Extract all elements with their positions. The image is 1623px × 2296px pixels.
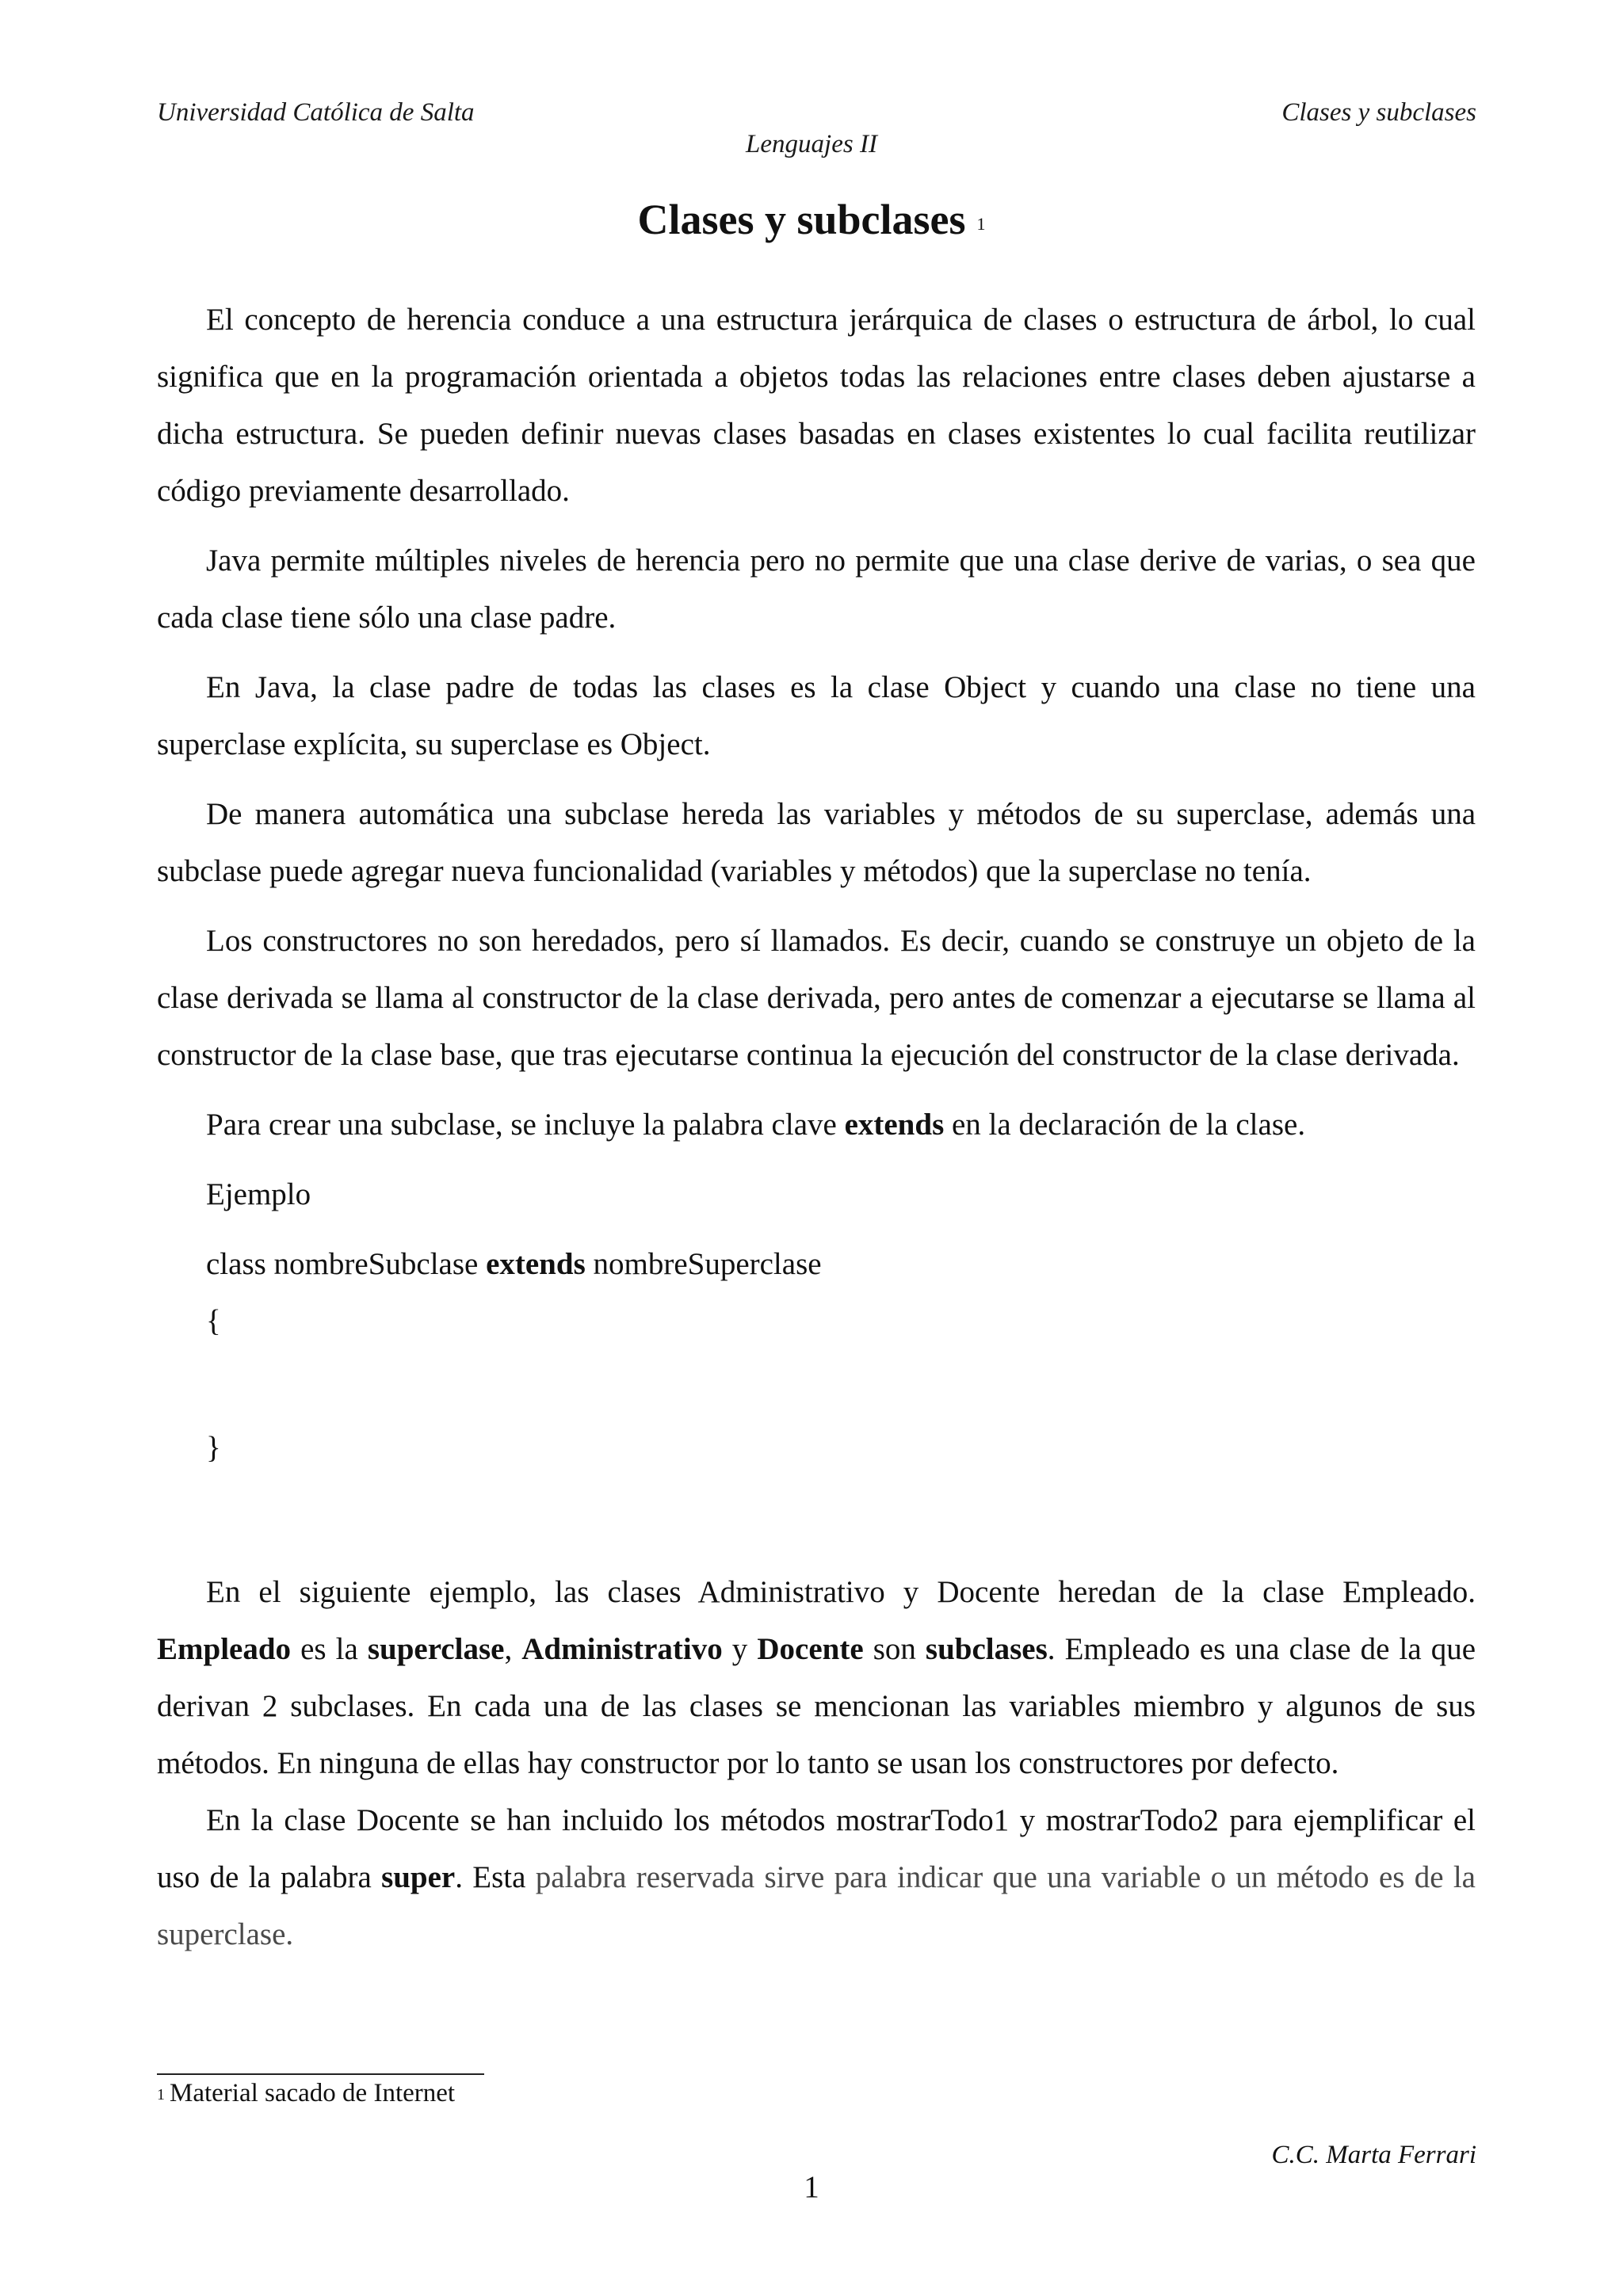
paragraph-ejemplo-empleado [157, 1564, 1476, 1792]
paragraph-extends [157, 1097, 1476, 1154]
text-run: es la [291, 1632, 368, 1666]
code-prefix: class nombreSubclase [206, 1247, 487, 1281]
document-body [157, 292, 1476, 1976]
code-suffix: nombreSuperclase [585, 1247, 822, 1281]
footnote [157, 2076, 455, 2111]
paragraph-constructores: Los constructores no son heredados, pero sí llamados. Es decir, cuando se construye un objeto de la clase derivada se llama al constructor de la clase derivada, pero antes de comenzar a ejecutarse se llama al constructor de la clase base, que tras ejecutarse continua la ejecución del constructor de la clase derivada. [157, 924, 1476, 1072]
page-number: 1 [804, 2170, 819, 2204]
text-run: En el siguiente ejemplo, las clases Administrativo y Docente heredan de la clase Empleado. [206, 1575, 1476, 1609]
bold-empleado: Empleado [157, 1632, 292, 1666]
paragraph-niveles-herencia: Java permite múltiples niveles de herencia pero no permite que una clase derive de varias, o sea que cada clase tiene sólo una clase padre. [157, 543, 1476, 635]
text-run: y [722, 1632, 758, 1666]
keyword-extends: extends [844, 1108, 945, 1142]
footnote-separator [157, 2073, 484, 2075]
header-course: Lenguajes II [746, 130, 877, 158]
title-footnote-mark: 1 [976, 214, 986, 234]
text-run: , [504, 1632, 522, 1666]
example-label: Ejemplo [206, 1177, 311, 1211]
bold-administrativo: Administrativo [521, 1632, 723, 1666]
header-institution: Universidad Católica de Salta [157, 98, 475, 127]
text-run: en la declaración de la clase. [944, 1108, 1306, 1142]
code-body-space [157, 1350, 1476, 1420]
footnote-text: Material sacado de Internet [170, 2079, 456, 2107]
footnote-mark: 1 [157, 2086, 165, 2103]
footer-author: C.C. Marta Ferrari [1271, 2141, 1476, 2169]
code-open-brace: { [206, 1304, 221, 1338]
page-title [0, 193, 1623, 246]
bold-superclase: superclase [367, 1632, 505, 1666]
code-close-brace: } [206, 1431, 221, 1465]
section-spacer [157, 1477, 1476, 1564]
title-text: Clases y subclases [637, 196, 966, 243]
paragraph-clase-object: En Java, la clase padre de todas las clases es la clase Object y cuando una clase no tiene una superclase explícita, su superclase es Object. [157, 670, 1476, 761]
paragraph-herencia: El concepto de herencia conduce a una estructura jerárquica de clases o estructura de árbol, lo cual significa que en la programación orientada a objetos todas las relaciones entre clases deben ajustarse a dicha estructura. Se pueden definir nuevas clases basadas en clases existentes lo cual facilita reutilizar código previamente desarrollado. [157, 303, 1476, 508]
header-topic: Clases y subclases [1281, 98, 1476, 127]
text-run: Para crear una subclase, se incluye la palabra clave [206, 1108, 845, 1142]
paragraph-subclase-hereda: De manera automática una subclase hereda las variables y métodos de su superclase, además una subclase puede agregar nueva funcionalidad (variables y métodos) que la superclase no tenía. [157, 797, 1476, 888]
text-run: . Esta [455, 1860, 536, 1894]
code-declaration [157, 1236, 1476, 1293]
text-run: son [863, 1632, 926, 1666]
text-run: . Empleado es una clase de la que derivan 2 subclases. En cada una de las clases se mencionan las variables miembro y algunos de sus métodos. En ninguna de ellas hay constructor por lo tanto se usan los constructores por defecto. [157, 1632, 1476, 1780]
bold-super: super [381, 1860, 456, 1894]
bold-docente: Docente [757, 1632, 864, 1666]
code-keyword: extends [486, 1247, 586, 1281]
text-run-gray: palabra reservada sirve para indicar que una variable o un método es de la superclase. [157, 1860, 1476, 1951]
paragraph-super [157, 1792, 1476, 1963]
text-run: En la clase Docente se han incluido los métodos mostrarTodo1 y mostrarTodo2 para ejemplificar el uso de la palabra [157, 1803, 1476, 1894]
bold-subclases: subclases [925, 1632, 1048, 1666]
